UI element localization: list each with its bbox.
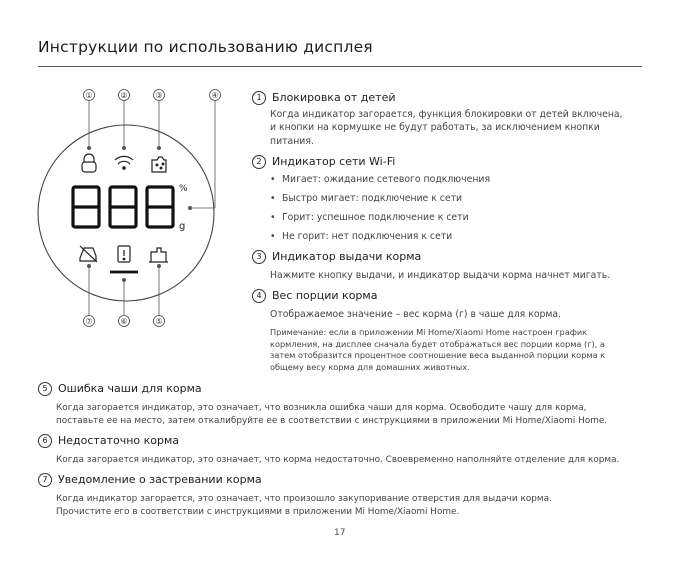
section-1-number: 1	[252, 91, 266, 105]
section-1-title	[252, 91, 396, 105]
section-6-title	[38, 434, 179, 448]
section-4-title	[252, 289, 377, 303]
marker-3: ③	[155, 91, 163, 100]
low-food-icon	[118, 246, 130, 262]
section-2-heading: Индикатор сети Wi-Fi	[272, 155, 396, 168]
section-5-text: Когда загорается индикатор, это означает, что возникла ошибка чаши для корма. Освободите чашу для корма, поставьте ее на место, затем откалибруйте ее в соответствии с инструкциями в приложении Mi Home/Xiaomi Home.	[56, 403, 608, 427]
section-7-heading: Уведомление о застревании корма	[58, 473, 262, 486]
section-2-title	[252, 155, 395, 169]
section-6-number: 6	[38, 434, 52, 448]
section-6-heading: Недостаточно корма	[58, 434, 180, 447]
section-6-text: Когда загорается индикатор, это означает, что корма недостаточно. Своевременно наполняйте отделение для корма.	[56, 455, 620, 465]
dispense-icon	[152, 157, 166, 172]
wifi-bullet-1: • Мигает: ожидание сетевого подключения	[282, 174, 490, 185]
food-jam-icon	[80, 246, 97, 262]
wifi-icon	[115, 156, 133, 169]
wifi-bullet-4: • Не горит: нет подключения к сети	[282, 231, 452, 242]
section-7-text: Когда индикатор загорается, это означает, что произошло закупоривание отверстия для выдачи корма. Прочистите его в соответствии с инструкциями в приложении Mi Home/Xiaomi Home.	[56, 494, 552, 518]
section-3-heading: Индикатор выдачи корма	[272, 250, 422, 263]
section-3-number: 3	[252, 250, 266, 264]
page-title: Инструкции по использованию дисплея	[38, 38, 373, 56]
marker-5: ⑤	[155, 317, 163, 326]
display-outline	[38, 125, 214, 301]
marker-6: ⑥	[120, 317, 128, 326]
page-number: 17	[334, 528, 346, 538]
section-5-number: 5	[38, 382, 52, 396]
section-1-text: Когда индикатор загорается, функция блокировки от детей включена, и кнопки на кормушке не будут работать, за исключением кнопки питания.	[270, 109, 623, 147]
percent-sign: %	[179, 184, 188, 194]
gram-sign: g	[179, 221, 186, 232]
bowl-error-icon	[149, 248, 168, 262]
wifi-bullet-3: • Горит: успешное подключение к сети	[282, 212, 469, 223]
marker-2: ②	[120, 91, 128, 100]
child-lock-icon	[82, 154, 96, 172]
section-3-text: Нажмите кнопку выдачи, и индикатор выдачи корма начнет мигать.	[270, 270, 611, 281]
section-4-heading: Вес порции корма	[272, 289, 378, 302]
section-4-number: 4	[252, 289, 266, 303]
section-4-text: Отображаемое значение – вес корма (г) в чаше для корма.	[270, 309, 562, 320]
section-7-number: 7	[38, 473, 52, 487]
marker-4: ④	[211, 91, 219, 100]
section-7-title	[38, 473, 262, 487]
section-1-heading: Блокировка от детей	[272, 91, 396, 104]
section-5-heading: Ошибка чаши для корма	[58, 382, 202, 395]
marker-1: ①	[85, 91, 93, 100]
wifi-bullet-2: • Быстро мигает: подключение к сети	[282, 193, 462, 204]
section-3-title	[252, 250, 421, 264]
section-5-title	[38, 382, 202, 396]
weight-digits	[73, 187, 173, 227]
marker-7: ⑦	[85, 317, 93, 326]
section-4-note: Примечание: если в приложении Mi Home/Xiaomi Home настроен график кормления, на дисплее сначала будет отображаться вес порции корма (г), а затем отобразится процентное соотношение веса выданной порции корма к общему весу корма для домашних животных.	[270, 327, 606, 372]
section-2-number: 2	[252, 155, 266, 169]
